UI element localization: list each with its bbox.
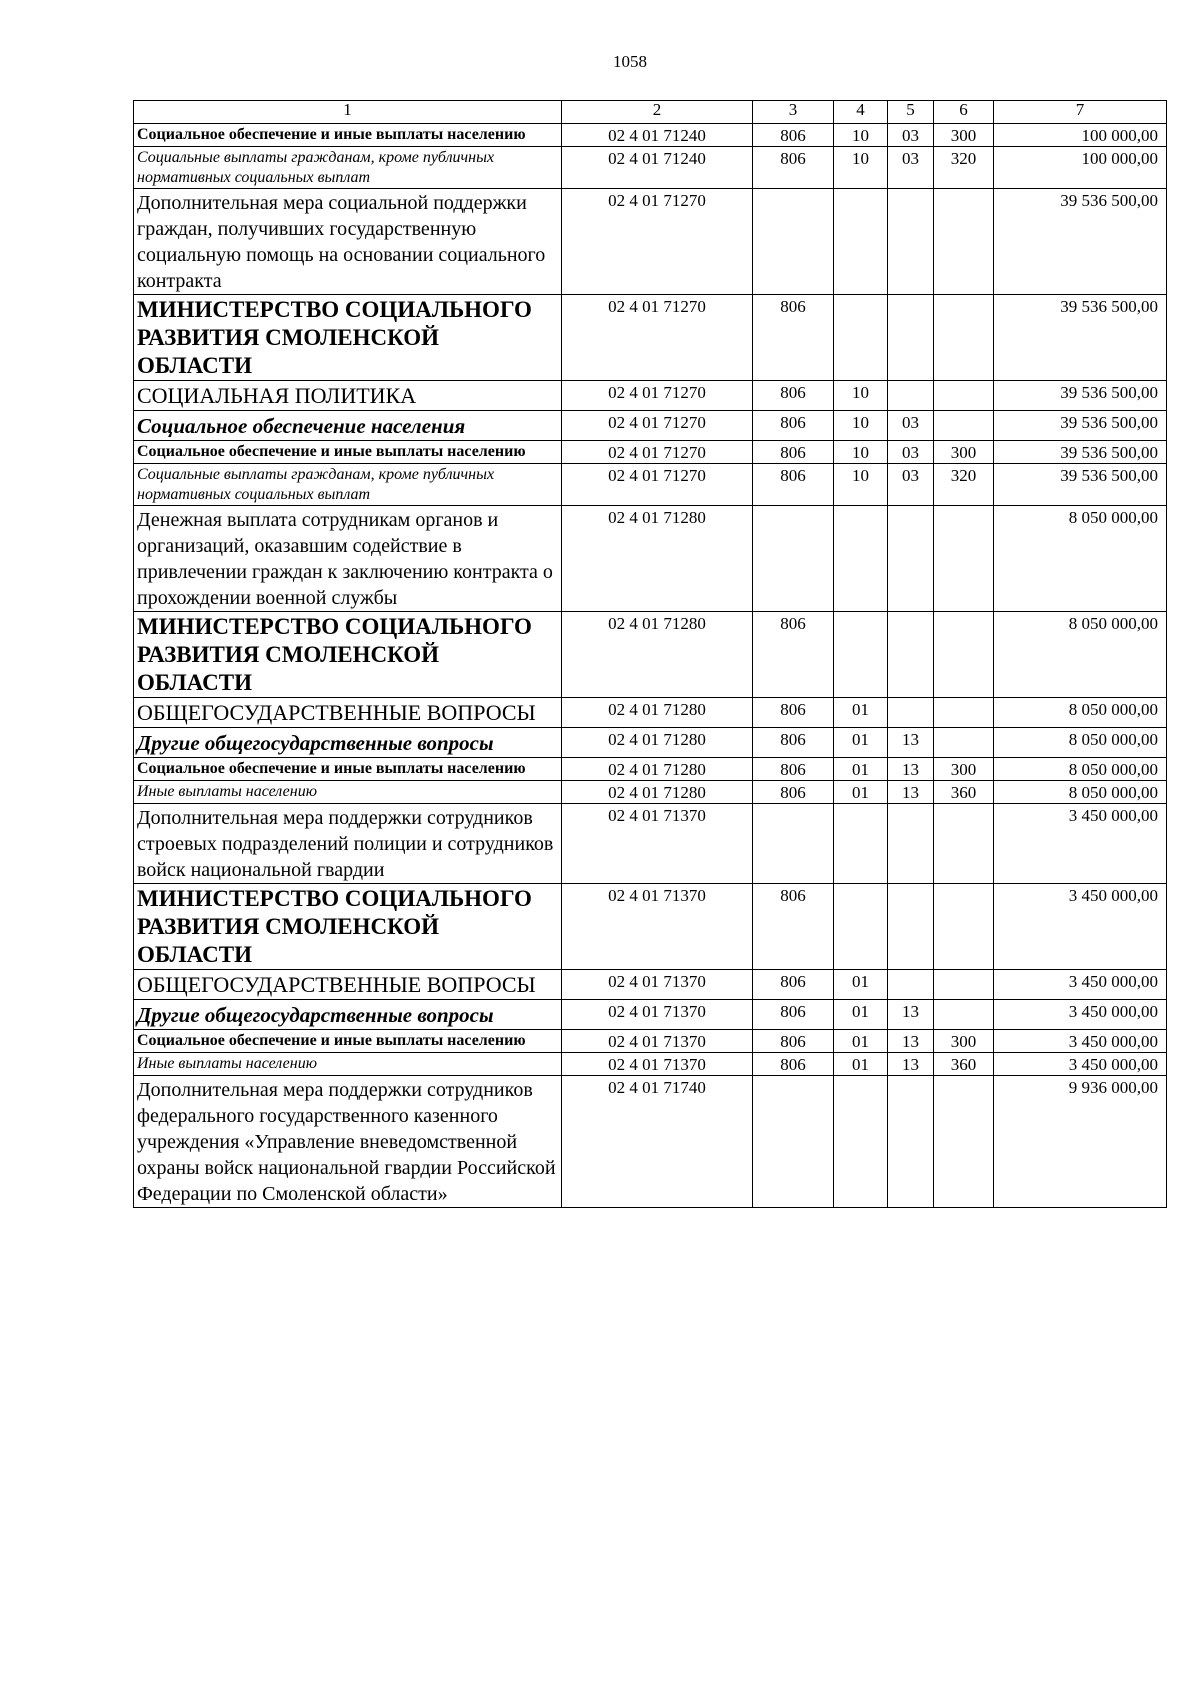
section-cell: 01 (834, 758, 888, 781)
item-name-cell: Социальное обеспечение и иные выплаты населению (134, 441, 562, 464)
section-cell: 10 (834, 411, 888, 441)
target-article-cell: 02 4 01 71280 (562, 698, 753, 728)
table-row (134, 781, 1167, 804)
expense-type-cell: 300 (934, 124, 994, 147)
ministry-code-cell: 806 (753, 411, 834, 441)
expense-type-cell (934, 612, 994, 698)
section-cell: 01 (834, 728, 888, 758)
target-article-cell: 02 4 01 71270 (562, 189, 753, 295)
table-row (134, 1030, 1167, 1053)
subsection-cell: 03 (888, 441, 934, 464)
item-name-cell: МИНИСТЕРСТВО СОЦИАЛЬНОГО РАЗВИТИЯ СМОЛЕНСКОЙ ОБЛАСТИ (134, 295, 562, 381)
table-row (134, 381, 1167, 411)
target-article-cell: 02 4 01 71270 (562, 411, 753, 441)
item-name-cell: МИНИСТЕРСТВО СОЦИАЛЬНОГО РАЗВИТИЯ СМОЛЕНСКОЙ ОБЛАСТИ (134, 884, 562, 970)
section-cell: 01 (834, 1000, 888, 1030)
header-row (134, 101, 1167, 124)
target-article-cell: 02 4 01 71370 (562, 970, 753, 1000)
table-row (134, 1000, 1167, 1030)
target-article-cell: 02 4 01 71270 (562, 381, 753, 411)
column-header: 4 (834, 101, 888, 124)
ministry-code-cell: 806 (753, 1030, 834, 1053)
target-article-cell: 02 4 01 71370 (562, 804, 753, 884)
table-body (134, 124, 1167, 1208)
amount-cell: 3 450 000,00 (994, 1030, 1167, 1053)
amount-cell: 3 450 000,00 (994, 804, 1167, 884)
subsection-cell (888, 189, 934, 295)
section-cell: 10 (834, 147, 888, 189)
subsection-cell (888, 698, 934, 728)
amount-cell: 3 450 000,00 (994, 1053, 1167, 1076)
table-row (134, 970, 1167, 1000)
expense-type-cell: 320 (934, 464, 994, 506)
amount-cell: 39 536 500,00 (994, 381, 1167, 411)
target-article-cell: 02 4 01 71370 (562, 1000, 753, 1030)
item-name-cell: Другие общегосударственные вопросы (134, 728, 562, 758)
page-number: 1058 (613, 52, 647, 71)
item-name-cell: Дополнительная мера поддержки сотрудников строевых подразделений полиции и сотрудников войск национальной гвардии (134, 804, 562, 884)
ministry-code-cell (753, 506, 834, 612)
ministry-code-cell: 806 (753, 441, 834, 464)
item-name-cell: МИНИСТЕРСТВО СОЦИАЛЬНОГО РАЗВИТИЯ СМОЛЕНСКОЙ ОБЛАСТИ (134, 612, 562, 698)
ministry-code-cell (753, 804, 834, 884)
subsection-cell: 03 (888, 464, 934, 506)
section-cell (834, 189, 888, 295)
subsection-cell (888, 804, 934, 884)
table-row (134, 804, 1167, 884)
amount-cell: 8 050 000,00 (994, 698, 1167, 728)
expense-type-cell (934, 970, 994, 1000)
section-cell: 01 (834, 781, 888, 804)
expense-type-cell (934, 381, 994, 411)
ministry-code-cell: 806 (753, 147, 834, 189)
ministry-code-cell (753, 1076, 834, 1208)
item-name-cell: Иные выплаты населению (134, 781, 562, 804)
item-name-cell: Другие общегосударственные вопросы (134, 1000, 562, 1030)
target-article-cell: 02 4 01 71280 (562, 612, 753, 698)
target-article-cell: 02 4 01 71240 (562, 124, 753, 147)
amount-cell: 3 450 000,00 (994, 884, 1167, 970)
table-row (134, 411, 1167, 441)
table-row (134, 506, 1167, 612)
target-article-cell: 02 4 01 71280 (562, 506, 753, 612)
subsection-cell (888, 1076, 934, 1208)
section-cell (834, 506, 888, 612)
amount-cell: 100 000,00 (994, 147, 1167, 189)
expense-type-cell (934, 884, 994, 970)
table-row (134, 295, 1167, 381)
budget-table (133, 100, 1167, 1208)
subsection-cell (888, 381, 934, 411)
column-header: 5 (888, 101, 934, 124)
ministry-code-cell: 806 (753, 884, 834, 970)
table-row (134, 612, 1167, 698)
ministry-code-cell: 806 (753, 124, 834, 147)
item-name-cell: Иные выплаты населению (134, 1053, 562, 1076)
expense-type-cell: 360 (934, 1053, 994, 1076)
section-cell: 01 (834, 1030, 888, 1053)
expense-type-cell (934, 506, 994, 612)
amount-cell: 39 536 500,00 (994, 295, 1167, 381)
item-name-cell: СОЦИАЛЬНАЯ ПОЛИТИКА (134, 381, 562, 411)
item-name-cell: Денежная выплата сотрудникам органов и организаций, оказавшим содействие в привлечении граждан к заключению контракта о прохождении военной службы (134, 506, 562, 612)
amount-cell: 39 536 500,00 (994, 189, 1167, 295)
amount-cell: 39 536 500,00 (994, 464, 1167, 506)
subsection-cell: 13 (888, 1030, 934, 1053)
ministry-code-cell: 806 (753, 728, 834, 758)
section-cell (834, 1076, 888, 1208)
subsection-cell: 13 (888, 758, 934, 781)
amount-cell: 8 050 000,00 (994, 506, 1167, 612)
expense-type-cell (934, 411, 994, 441)
section-cell (834, 295, 888, 381)
table-row (134, 124, 1167, 147)
subsection-cell: 03 (888, 147, 934, 189)
expense-type-cell (934, 804, 994, 884)
expense-type-cell: 320 (934, 147, 994, 189)
section-cell: 10 (834, 124, 888, 147)
ministry-code-cell: 806 (753, 612, 834, 698)
subsection-cell: 13 (888, 781, 934, 804)
amount-cell: 39 536 500,00 (994, 441, 1167, 464)
item-name-cell: ОБЩЕГОСУДАРСТВЕННЫЕ ВОПРОСЫ (134, 970, 562, 1000)
expense-type-cell: 300 (934, 758, 994, 781)
expense-type-cell: 360 (934, 781, 994, 804)
subsection-cell: 03 (888, 411, 934, 441)
item-name-cell: ОБЩЕГОСУДАРСТВЕННЫЕ ВОПРОСЫ (134, 698, 562, 728)
section-cell (834, 884, 888, 970)
column-header: 7 (994, 101, 1167, 124)
target-article-cell: 02 4 01 71740 (562, 1076, 753, 1208)
expense-type-cell (934, 698, 994, 728)
target-article-cell: 02 4 01 71280 (562, 781, 753, 804)
ministry-code-cell: 806 (753, 1053, 834, 1076)
table-row (134, 189, 1167, 295)
item-name-cell: Дополнительная мера социальной поддержки граждан, получивших государственную социальную помощь на основании социального контракта (134, 189, 562, 295)
item-name-cell: Социальные выплаты гражданам, кроме публичных нормативных социальных выплат (134, 147, 562, 189)
column-header: 6 (934, 101, 994, 124)
target-article-cell: 02 4 01 71370 (562, 884, 753, 970)
target-article-cell: 02 4 01 71270 (562, 464, 753, 506)
section-cell: 10 (834, 441, 888, 464)
table-row (134, 758, 1167, 781)
expense-type-cell (934, 189, 994, 295)
column-header: 2 (562, 101, 753, 124)
expense-type-cell: 300 (934, 1030, 994, 1053)
ministry-code-cell: 806 (753, 1000, 834, 1030)
section-cell (834, 612, 888, 698)
ministry-code-cell: 806 (753, 295, 834, 381)
subsection-cell (888, 612, 934, 698)
ministry-code-cell: 806 (753, 698, 834, 728)
section-cell: 01 (834, 970, 888, 1000)
target-article-cell: 02 4 01 71280 (562, 728, 753, 758)
amount-cell: 9 936 000,00 (994, 1076, 1167, 1208)
item-name-cell: Социальное обеспечение и иные выплаты населению (134, 124, 562, 147)
subsection-cell (888, 295, 934, 381)
expense-type-cell (934, 728, 994, 758)
table-row (134, 698, 1167, 728)
amount-cell: 8 050 000,00 (994, 758, 1167, 781)
section-cell: 10 (834, 381, 888, 411)
target-article-cell: 02 4 01 71370 (562, 1030, 753, 1053)
amount-cell: 8 050 000,00 (994, 728, 1167, 758)
item-name-cell: Социальное обеспечение и иные выплаты населению (134, 758, 562, 781)
expense-type-cell (934, 1000, 994, 1030)
subsection-cell (888, 970, 934, 1000)
subsection-cell (888, 884, 934, 970)
subsection-cell: 13 (888, 1053, 934, 1076)
ministry-code-cell: 806 (753, 970, 834, 1000)
subsection-cell: 13 (888, 728, 934, 758)
table-row (134, 728, 1167, 758)
section-cell: 10 (834, 464, 888, 506)
expense-type-cell (934, 295, 994, 381)
amount-cell: 8 050 000,00 (994, 781, 1167, 804)
amount-cell: 3 450 000,00 (994, 1000, 1167, 1030)
section-cell (834, 804, 888, 884)
amount-cell: 100 000,00 (994, 124, 1167, 147)
item-name-cell: Социальное обеспечение населения (134, 411, 562, 441)
target-article-cell: 02 4 01 71240 (562, 147, 753, 189)
table-row (134, 1076, 1167, 1208)
item-name-cell: Социальное обеспечение и иные выплаты населению (134, 1030, 562, 1053)
target-article-cell: 02 4 01 71270 (562, 441, 753, 464)
section-cell: 01 (834, 698, 888, 728)
subsection-cell: 13 (888, 1000, 934, 1030)
ministry-code-cell: 806 (753, 381, 834, 411)
ministry-code-cell: 806 (753, 758, 834, 781)
subsection-cell: 03 (888, 124, 934, 147)
section-cell: 01 (834, 1053, 888, 1076)
table-row (134, 1053, 1167, 1076)
column-header: 1 (134, 101, 562, 124)
ministry-code-cell: 806 (753, 781, 834, 804)
expense-type-cell (934, 1076, 994, 1208)
amount-cell: 3 450 000,00 (994, 970, 1167, 1000)
table-row (134, 464, 1167, 506)
target-article-cell: 02 4 01 71370 (562, 1053, 753, 1076)
table-row (134, 147, 1167, 189)
item-name-cell: Дополнительная мера поддержки сотрудников федерального государственного казенного учреждения «Управление вневедомственной охраны войск национальной гвардии Российской Федерации по Смоленской области» (134, 1076, 562, 1208)
subsection-cell (888, 506, 934, 612)
target-article-cell: 02 4 01 71280 (562, 758, 753, 781)
ministry-code-cell: 806 (753, 464, 834, 506)
column-header: 3 (753, 101, 834, 124)
ministry-code-cell (753, 189, 834, 295)
item-name-cell: Социальные выплаты гражданам, кроме публичных нормативных социальных выплат (134, 464, 562, 506)
amount-cell: 8 050 000,00 (994, 612, 1167, 698)
table-row (134, 441, 1167, 464)
amount-cell: 39 536 500,00 (994, 411, 1167, 441)
expense-type-cell: 300 (934, 441, 994, 464)
table-row (134, 884, 1167, 970)
target-article-cell: 02 4 01 71270 (562, 295, 753, 381)
